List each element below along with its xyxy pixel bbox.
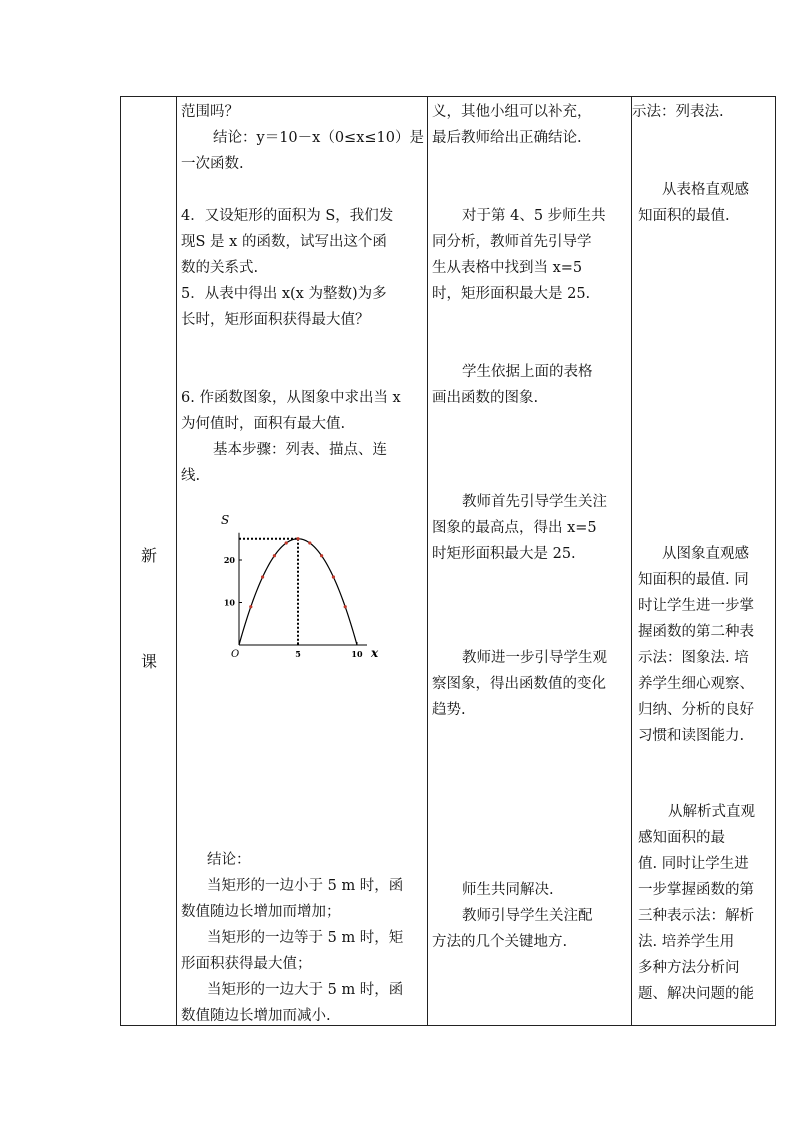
content-line: 长时，矩形面积获得最大值？ (181, 312, 370, 328)
activity-line: 义，其他小组可以补充， (432, 104, 592, 120)
content-line: 线. (181, 468, 201, 484)
content-line: 4．又设矩形的面积为 S，我们发 (181, 208, 394, 224)
y-tick-label: 10 (223, 597, 235, 608)
data-point (249, 605, 252, 608)
activity-line: 教师进一步引导学生观 (462, 650, 607, 666)
intent-line: 握函数的第二种表 (638, 624, 754, 640)
intent-line: 从图象直观感 (662, 546, 749, 562)
intent-line: 知面积的最值. 同 (638, 572, 749, 588)
data-point (285, 541, 288, 544)
content-line: 一次函数. (181, 156, 244, 172)
content-line: 当矩形的一边等于 5 m 时，矩 (207, 930, 404, 946)
x-axis-label: x (371, 646, 379, 660)
activity-line: 同分析，教师首先引导学 (432, 234, 592, 250)
activity-line: 教师引导学生关注配 (462, 908, 593, 924)
content-line: 数值随边长增加而增加； (181, 904, 341, 920)
origin-label: O (231, 649, 240, 660)
intent-line: 归纳、分析的良好 (638, 702, 754, 718)
intent-line: 一步掌握函数的第 (638, 882, 754, 898)
content-line: 为何值时，面积有最大值. (181, 416, 346, 432)
intent-line: 示法：列表法. (632, 104, 724, 120)
content-line: 基本步骤：列表、描点、连 (213, 442, 387, 458)
data-point (296, 537, 299, 540)
intent-line: 三种表示法：解析 (638, 908, 754, 924)
content-line: 当矩形的一边小于 5 m 时，函 (207, 878, 404, 894)
activity-cell (428, 97, 631, 1025)
activity-line: 学生依据上面的表格 (462, 364, 593, 380)
activity-line: 时矩形面积最大是 25. (432, 546, 576, 562)
content-line: 当矩形的一边大于 5 m 时，函 (207, 982, 404, 998)
content-line: 数值随边长增加而减小. (181, 1008, 331, 1024)
lesson-table (120, 96, 776, 1026)
activity-line: 最后教师给出正确结论. (432, 130, 582, 146)
intent-line: 法. 培养学生用 (638, 934, 735, 950)
intent-line: 从表格直观感 (662, 182, 749, 198)
intent-line: 时让学生进一步掌 (638, 598, 754, 614)
intent-line: 题、解决问题的能 (638, 986, 754, 1002)
intent-line: 习惯和读图能力. (638, 728, 745, 744)
x-tick-label: 5 (295, 649, 301, 659)
activity-line: 画出函数的图象. (432, 390, 539, 406)
intent-line: 多种方法分析问 (638, 960, 740, 976)
intent-line: 知面积的最值. (638, 208, 730, 224)
intent-line: 值. 同时让学生进 (638, 856, 749, 872)
content-line: 形面积获得最大值； (181, 956, 312, 972)
intent-line: 从解析式直观 (668, 804, 755, 820)
content-cell (177, 97, 427, 1025)
intent-line: 感知面积的最 (638, 830, 725, 846)
content-line: 范围吗？ (181, 104, 239, 120)
activity-line: 图象的最高点，得出 x=5 (432, 520, 597, 536)
area-function-chart (217, 512, 393, 672)
intent-cell (632, 97, 776, 1025)
activity-line: 师生共同解决. (462, 882, 554, 898)
y-axis-label: S (221, 513, 230, 527)
data-point (308, 541, 311, 544)
data-point (320, 554, 323, 557)
activity-line: 方法的几个关键地方. (432, 934, 568, 950)
content-line: 现S 是 x 的函数，试写出这个函 (181, 234, 387, 250)
data-point (261, 575, 264, 578)
activity-line: 教师首先引导学生关注 (462, 494, 607, 510)
data-point (344, 605, 347, 608)
content-line: 5．从表中得出 x(x 为整数)为多 (181, 286, 387, 302)
content-line: 6. 作函数图象，从图象中求出当 x (181, 390, 401, 406)
activity-line: 对于第 4、5 步师生共 (462, 208, 606, 224)
intent-line: 示法：图象法. 培 (638, 650, 749, 666)
data-point (332, 575, 335, 578)
x-tick-label: 10 (351, 649, 363, 659)
activity-line: 生从表格中找到当 x=5 (432, 260, 583, 276)
section-label-char: 新 (141, 546, 158, 565)
intent-line: 养学生细心观察、 (638, 676, 754, 692)
activity-line: 时，矩形面积最大是 25. (432, 286, 591, 302)
data-point (273, 554, 276, 557)
section-label-char: 课 (141, 652, 158, 671)
content-line: 数的关系式. (181, 260, 259, 276)
section-label-cell (121, 97, 176, 1025)
conclusion-heading: 结论： (207, 852, 251, 868)
content-line: 结论：y＝10－x（0≤x≤10）是 (213, 130, 424, 146)
y-tick-label: 20 (223, 555, 235, 565)
activity-line: 察图象，得出函数值的变化 (432, 676, 606, 692)
activity-line: 趋势. (432, 702, 466, 718)
